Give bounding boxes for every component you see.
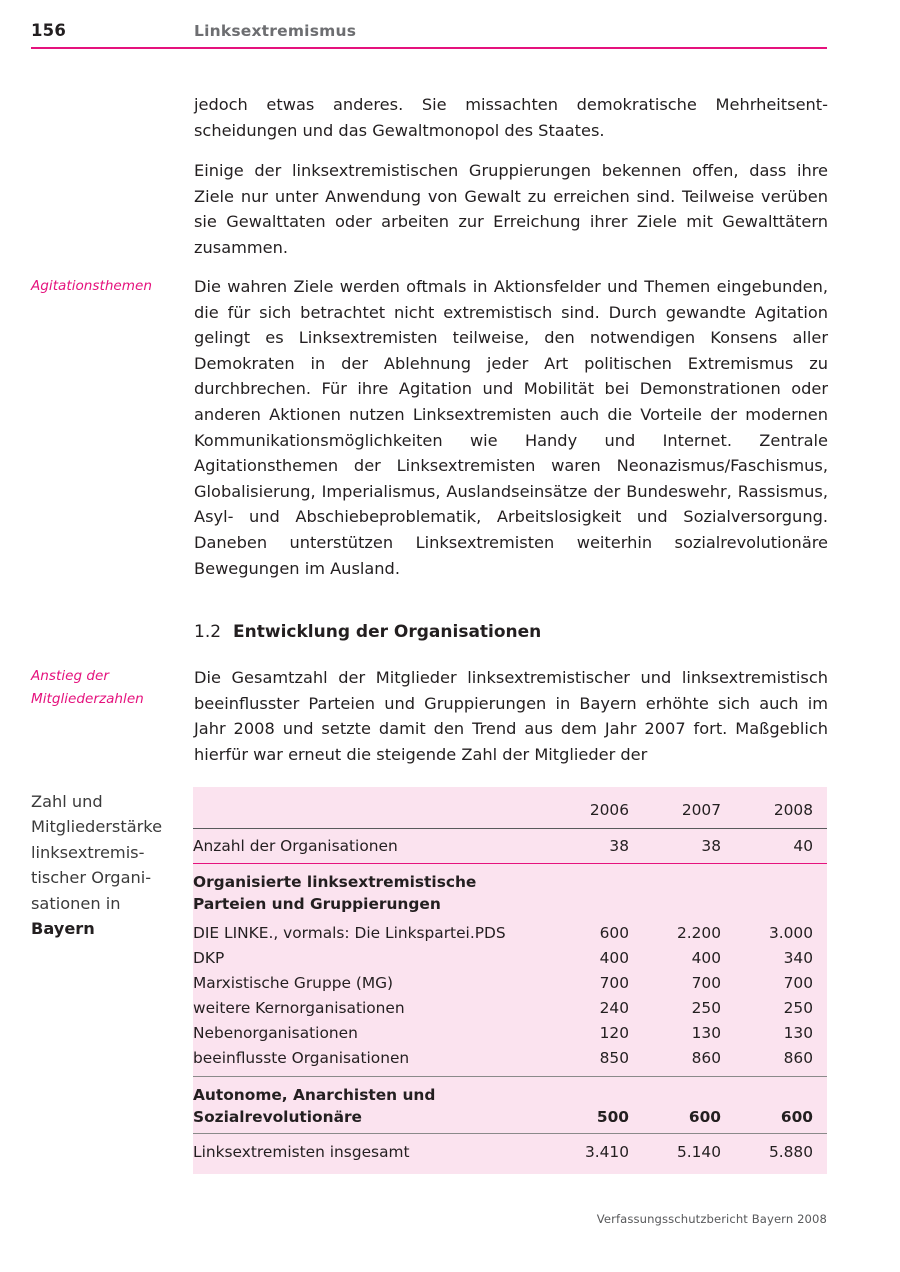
table-header-cell-2008: 2008 [773, 801, 813, 819]
margin-note-anstieg [31, 665, 183, 711]
table-caption-line-1: Zahl und [31, 792, 103, 811]
table-total-row [193, 1134, 827, 1175]
table-group-row [193, 1106, 827, 1134]
table-header-cell-2006: 2006 [589, 801, 629, 819]
row-value-2008 [721, 864, 827, 894]
row-value-2006 [537, 864, 629, 894]
table-header-row [193, 787, 827, 829]
organisation-figures-table [193, 787, 827, 1174]
section-heading [194, 622, 828, 642]
row-value-2008: 250 [783, 998, 813, 1017]
table-group-row [193, 893, 827, 920]
row-value-2007: 400 [691, 948, 721, 967]
row-value-2006: 700 [599, 973, 629, 992]
table-caption-line-3: linksextremis- [31, 842, 145, 862]
row-label: Parteien und Gruppierungen [193, 895, 441, 913]
row-label: beeinflusste Organisationen [193, 1048, 410, 1067]
row-value-2006: 500 [596, 1108, 629, 1126]
row-label: Marxistische Gruppe (MG) [193, 973, 394, 992]
margin-note-agitationsthemen: Agitationsthemen [31, 278, 153, 294]
page-footer: Verfassungsschutzbericht Bayern 2008 [596, 1212, 827, 1226]
row-value-2006 [537, 893, 629, 920]
row-value-2008 [721, 1077, 827, 1107]
table-header-cell-2007: 2007 [681, 801, 721, 819]
row-label: DKP [193, 948, 225, 967]
row-value-2008: 600 [780, 1108, 813, 1126]
row-value-2008: 860 [783, 1048, 813, 1067]
row-value-2008: 340 [783, 948, 813, 967]
section-title: Entwicklung der Organisationen [233, 622, 542, 642]
row-label: Linksextremisten insgesamt [193, 1134, 537, 1175]
row-value-2007: 38 [629, 829, 721, 864]
table-row [193, 920, 827, 945]
row-value-2006: 3.410 [537, 1134, 629, 1175]
paragraph-continuation: jedoch etwas anderes. Sie missachten demokratische Mehrheitsentscheidungen und das Gewaltmonopol des Staates. [194, 95, 828, 140]
row-value-2006: 850 [599, 1048, 629, 1067]
row-value-2008: 130 [783, 1023, 813, 1042]
table-row [193, 829, 827, 864]
row-value-2006: 240 [599, 998, 629, 1017]
table-row [193, 945, 827, 970]
paragraph-gesamtzahl: Die Gesamtzahl der Mitglieder linksextremistischer und linksextremistisch beeinflusster Parteien und Gruppierungen in Bayern erhöhte sich auch im Jahr 2008 und setzte damit den Trend aus dem Jahr 2007 fort. Maßgeblich hierfür war erneut die steigende Zahl der Mitglieder der [194, 668, 828, 764]
row-label: DIE LINKE., vormals: Die Linkspartei.PDS [193, 923, 506, 942]
row-value-2007: 700 [691, 973, 721, 992]
row-value-2008: 3.000 [768, 923, 813, 942]
table-group-row [193, 1077, 827, 1107]
row-value-2007 [629, 864, 721, 894]
row-value-2007: 5.140 [629, 1134, 721, 1175]
row-value-2007: 2.200 [676, 923, 721, 942]
row-value-2008: 40 [721, 829, 827, 864]
table-row [193, 1020, 827, 1045]
row-value-2007: 860 [691, 1048, 721, 1067]
row-value-2006: 120 [599, 1023, 629, 1042]
row-value-2007 [629, 1077, 721, 1107]
row-label: Autonome, Anarchisten und [193, 1077, 537, 1107]
row-label: Sozialrevolutionäre [193, 1108, 362, 1126]
row-value-2007: 250 [691, 998, 721, 1017]
table-row [193, 995, 827, 1020]
row-value-2007: 130 [691, 1023, 721, 1042]
row-value-2008: 5.880 [721, 1134, 827, 1175]
row-label: Organisierte linksextremistische [193, 864, 537, 894]
paragraph-gewaltbekenntnis: Einige der linksextremistischen Gruppierungen bekennen offen, dass ihre Ziele nur unter Anwendung von Gewalt zu erreichen sind. Teilweise verüben sie Gewalttaten oder arbeiten zur Erreichung ihrer Ziele mit Gewalttätern zusammen. [194, 161, 828, 257]
row-label: Nebenorganisationen [193, 1023, 358, 1042]
table-row [193, 1045, 827, 1070]
row-value-2006: 38 [537, 829, 629, 864]
section-number: 1.2 [194, 622, 222, 642]
row-value-2007: 600 [688, 1108, 721, 1126]
row-value-2006: 600 [599, 923, 629, 942]
table-caption [31, 789, 186, 941]
margin-note-anstieg-line-2: Mitgliederzahlen [31, 691, 144, 707]
running-head-title: Linksextremismus [194, 22, 357, 40]
page-number: 156 [31, 21, 67, 40]
table-caption-line-5: sationen in [31, 893, 121, 913]
margin-note-anstieg-line-1: Anstieg der [31, 668, 109, 684]
page-header [0, 0, 900, 50]
organisation-figures-table-container [193, 787, 827, 1174]
row-value-2008 [721, 893, 827, 920]
table-row [193, 970, 827, 995]
paragraph-agitationsthemen: Die wahren Ziele werden oftmals in Aktionsfelder und Themen eingebunden, die für sich betrachtet nicht extremistisch sind. Durch gewandte Agitation gelingt es Linksextremisten teilweise, den notwendigen Konsens aller Demokraten in der Ablehnung jeder Art politischen Extremismus zu durchbrechen. Für ihre Agitation und Mobilität bei Demonstrationen oder anderen Aktionen nutzen Linksextremisten auch die Vorteile der modernen Kommunikationsmöglichkeiten wie Handy und Internet. Zentrale Agitationsthemen der Linksextremisten waren Neonazismus/Faschismus, Globalisierung, Imperialismus, Auslandseinsätze der Bundeswehr, Rassismus, Asyl- und Abschiebeproblematik, Arbeitslosigkeit und Sozialversorgung. Daneben unterstützen Linksextremisten weiterhin sozialrevolutionäre Bewegungen im Ausland. [194, 277, 828, 578]
table-caption-line-2: Mitgliederstärke [31, 817, 163, 837]
row-label: weitere Kernorganisationen [193, 998, 405, 1017]
table-caption-line-6: Bayern [31, 919, 95, 939]
row-value-2006 [537, 1077, 629, 1107]
row-value-2007 [629, 893, 721, 920]
table-header-cell-blank [193, 787, 537, 829]
row-label: Anzahl der Organisationen [193, 829, 537, 864]
row-value-2006: 400 [599, 948, 629, 967]
header-divider-rule [31, 47, 827, 49]
table-caption-line-4: tischer Organi- [31, 868, 152, 888]
row-value-2008: 700 [783, 973, 813, 992]
table-group-row [193, 864, 827, 894]
